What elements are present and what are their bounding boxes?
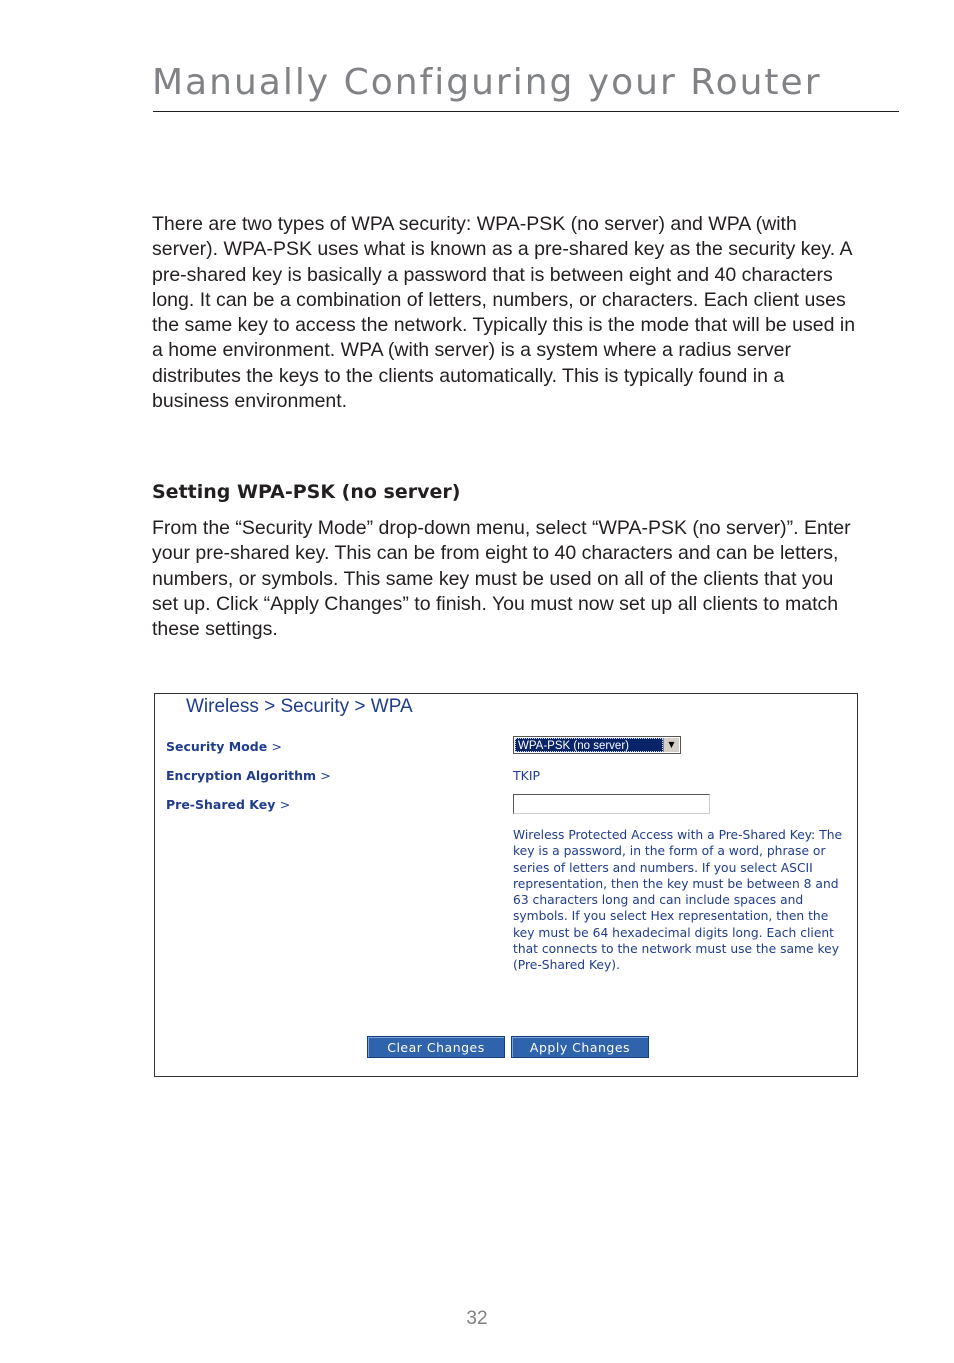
chevron-down-icon[interactable]: ▼: [663, 738, 679, 752]
pre-shared-key-label: [166, 797, 290, 812]
title-rule: [153, 111, 899, 112]
label-arrow: >: [320, 768, 331, 783]
security-mode-selected-value: WPA-PSK (no server): [515, 738, 663, 752]
encryption-algorithm-value: TKIP: [513, 768, 541, 783]
security-mode-select[interactable]: [513, 736, 681, 754]
pre-shared-key-label-text: Pre-Shared Key: [166, 797, 276, 812]
intro-paragraph: There are two types of WPA security: WPA-PSK (no server) and WPA (with server). WPA-PSK uses what is known as a pre-shared key as the security key. A pre-shared key is basically a password that is between eight and 40 characters long. It can be a combination of letters, numbers, or characters. Each client uses the same key to access the network. Typically this is the mode that will be used in a home environment. WPA (with server) is a system where a radius server distributes the keys to the clients automatically. This is typically found in a business environment.: [152, 213, 856, 413]
label-arrow: >: [279, 797, 291, 812]
encryption-algorithm-label: [166, 768, 331, 783]
breadcrumb: Wireless > Security > WPA: [186, 696, 413, 717]
page-number: 32: [466, 1308, 488, 1329]
apply-changes-button[interactable]: Apply Changes: [511, 1036, 649, 1058]
encryption-algorithm-label-text: Encryption Algorithm: [166, 768, 317, 783]
pre-shared-key-input[interactable]: [513, 794, 710, 814]
security-mode-label: [166, 739, 282, 754]
page-title: Manually Configuring your Router: [152, 62, 822, 103]
security-mode-label-text: Security Mode: [166, 739, 268, 754]
section-heading: Setting WPA-PSK (no server): [152, 481, 461, 503]
pre-shared-key-help-text: Wireless Protected Access with a Pre-Shared Key: The key is a password, in the form of a word, phrase or series of letters and numbers. If you select ASCII representation, then the key must be between 8 and 63 characters long and can include spaces and symbols. If you select Hex representation, then the key must be 64 hexadecimal digits long. Each client that connects to the network must use the same key (Pre-Shared Key).: [513, 828, 843, 973]
instructions-paragraph: From the “Security Mode” drop-down menu, select “WPA-PSK (no server)”. Enter your pre-shared key. This can be from eight to 40 characters and can be letters, numbers, or symbols. This same key must be used on all of the clients that you set up. Click “Apply Changes” to finish. You must now set up all clients to match these settings.: [152, 517, 851, 641]
router-screenshot-panel: [154, 693, 858, 1077]
label-arrow: >: [271, 739, 283, 754]
clear-changes-button[interactable]: Clear Changes: [367, 1036, 505, 1058]
